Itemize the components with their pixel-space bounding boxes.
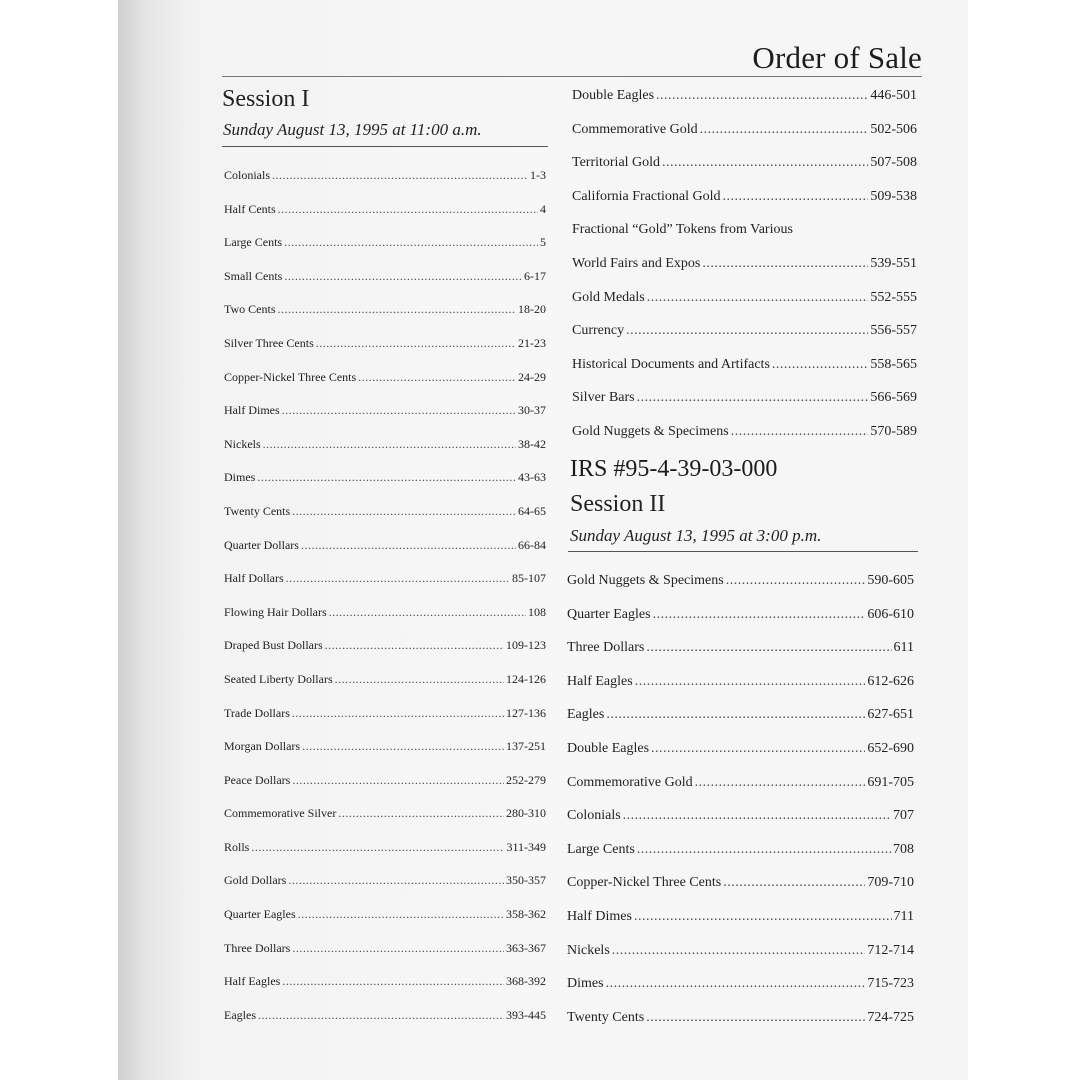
lot-category: Nickels bbox=[567, 942, 610, 958]
lot-row bbox=[572, 290, 917, 324]
lot-category: Colonials bbox=[224, 168, 271, 182]
dot-leader bbox=[302, 739, 504, 754]
dot-leader bbox=[626, 323, 868, 339]
lot-category: Half Cents bbox=[224, 201, 276, 216]
lot-category: Gold Nuggets & Specimens bbox=[567, 573, 724, 588]
lot-range: 566-569 bbox=[870, 390, 917, 406]
lot-range: 552-555 bbox=[870, 289, 917, 305]
lot-row bbox=[224, 403, 546, 437]
lot-row bbox=[224, 470, 546, 504]
dot-leader bbox=[288, 873, 504, 888]
lot-row bbox=[224, 907, 546, 941]
dot-leader bbox=[726, 573, 866, 589]
dot-leader bbox=[695, 775, 866, 791]
dot-leader bbox=[723, 875, 865, 891]
dot-leader bbox=[278, 302, 517, 317]
lot-category: Large Cents bbox=[224, 235, 283, 250]
lot-category: Copper-Nickel Three Cents bbox=[224, 369, 357, 384]
lot-range: 109-123 bbox=[506, 638, 546, 653]
lot-row bbox=[572, 122, 917, 156]
session-1-lot-list bbox=[224, 168, 546, 1041]
lot-row bbox=[224, 773, 546, 807]
dot-leader bbox=[292, 504, 516, 519]
lot-range: 137-251 bbox=[506, 739, 546, 754]
lot-category: Seated Liberty Dollars bbox=[224, 671, 333, 686]
lot-row bbox=[224, 1008, 546, 1042]
lot-range: 24-29 bbox=[518, 369, 546, 384]
lot-range: 446-501 bbox=[870, 88, 917, 103]
lot-row bbox=[567, 808, 914, 842]
lot-row bbox=[572, 222, 917, 256]
lot-range: 18-20 bbox=[518, 302, 546, 317]
lot-category: Eagles bbox=[567, 707, 605, 723]
page-title: Order of Sale bbox=[752, 40, 922, 75]
dot-leader bbox=[316, 336, 516, 351]
dot-leader bbox=[612, 943, 866, 959]
lot-row bbox=[567, 775, 914, 809]
session-2-title: Session II bbox=[570, 491, 666, 517]
lot-range: 66-84 bbox=[518, 537, 546, 552]
dot-leader bbox=[272, 168, 528, 183]
lot-row bbox=[224, 806, 546, 840]
dot-leader bbox=[257, 470, 516, 485]
lot-range: 509-538 bbox=[870, 188, 917, 204]
session-2-date: Sunday August 13, 1995 at 3:00 p.m. bbox=[570, 526, 822, 545]
lot-row bbox=[224, 672, 546, 706]
lot-row bbox=[224, 538, 546, 572]
lot-row bbox=[224, 235, 546, 269]
dot-leader bbox=[647, 290, 869, 306]
dot-leader bbox=[301, 538, 516, 553]
lot-range: 606-610 bbox=[867, 606, 914, 622]
lot-range: 5 bbox=[540, 235, 546, 250]
lot-range: 363-367 bbox=[506, 940, 546, 955]
lot-row bbox=[224, 302, 546, 336]
lot-category: Silver Bars bbox=[572, 390, 635, 406]
lot-row bbox=[224, 269, 546, 303]
dot-leader bbox=[653, 607, 866, 623]
lot-range: 368-392 bbox=[506, 974, 546, 989]
lot-category: Quarter Eagles bbox=[224, 907, 296, 922]
session-1-lot-list-continued bbox=[572, 88, 917, 458]
dot-leader bbox=[646, 1010, 865, 1026]
lot-row bbox=[224, 941, 546, 975]
lot-range: 43-63 bbox=[518, 470, 546, 485]
lot-row bbox=[572, 155, 917, 189]
session-1-date: Sunday August 13, 1995 at 11:00 a.m. bbox=[223, 120, 482, 139]
lot-category: Morgan Dollars bbox=[224, 739, 301, 754]
dot-leader bbox=[282, 403, 516, 418]
dot-leader bbox=[700, 122, 869, 138]
session-2-lot-list bbox=[567, 573, 914, 1043]
lot-row bbox=[224, 370, 546, 404]
lot-range: 311-349 bbox=[506, 839, 546, 854]
dot-leader bbox=[358, 370, 516, 385]
lot-row bbox=[567, 909, 914, 943]
lot-range: 21-23 bbox=[518, 335, 546, 350]
dot-leader bbox=[656, 88, 868, 104]
dot-leader bbox=[263, 437, 516, 452]
lot-row bbox=[224, 840, 546, 874]
dot-leader bbox=[298, 907, 504, 922]
dot-leader bbox=[623, 808, 891, 824]
lot-range: 64-65 bbox=[518, 503, 546, 518]
lot-range: 724-725 bbox=[867, 1009, 914, 1025]
lot-range: 502-506 bbox=[870, 121, 917, 137]
lot-range: 30-37 bbox=[518, 403, 546, 418]
dot-leader bbox=[284, 269, 522, 284]
lot-row bbox=[572, 88, 917, 122]
dot-leader bbox=[278, 202, 538, 217]
lot-category: Half Dimes bbox=[567, 908, 632, 924]
lot-category: Commemorative Gold bbox=[567, 774, 693, 790]
dot-leader bbox=[335, 672, 504, 687]
lot-row bbox=[224, 168, 546, 202]
dot-leader bbox=[635, 674, 866, 690]
lot-row bbox=[572, 256, 917, 290]
lot-category: Commemorative Gold bbox=[572, 121, 698, 137]
lot-category: Gold Medals bbox=[572, 289, 645, 305]
lot-category: Draped Bust Dollars bbox=[224, 638, 323, 653]
lot-category: Territorial Gold bbox=[572, 155, 661, 171]
lot-range: 280-310 bbox=[506, 806, 546, 821]
lot-row bbox=[567, 607, 914, 641]
lot-category: Commemorative Silver bbox=[224, 806, 337, 821]
dot-leader bbox=[646, 640, 891, 656]
dot-leader bbox=[662, 155, 868, 171]
lot-range: 1-3 bbox=[530, 168, 546, 182]
dot-leader bbox=[637, 390, 869, 406]
lot-range: 358-362 bbox=[506, 907, 546, 922]
lot-row bbox=[224, 974, 546, 1008]
lot-category: Rolls bbox=[224, 839, 250, 854]
lot-range: 124-126 bbox=[506, 671, 546, 686]
lot-category: Two Cents bbox=[224, 302, 276, 317]
lot-category: California Fractional Gold bbox=[572, 188, 721, 204]
lot-range: 38-42 bbox=[518, 436, 546, 451]
lot-range: 252-279 bbox=[506, 772, 546, 787]
lot-row bbox=[567, 573, 914, 607]
dot-leader bbox=[325, 638, 504, 653]
lot-range: 4 bbox=[540, 201, 546, 216]
lot-row bbox=[567, 976, 914, 1010]
lot-range: 558-565 bbox=[870, 356, 917, 372]
lot-range: 709-710 bbox=[867, 875, 914, 891]
dot-leader bbox=[731, 424, 869, 440]
lot-row bbox=[224, 706, 546, 740]
lot-category: Colonials bbox=[567, 808, 621, 824]
dot-leader bbox=[634, 909, 892, 925]
lot-range: 711 bbox=[893, 908, 914, 924]
lot-category: Flowing Hair Dollars bbox=[224, 604, 327, 619]
dot-leader bbox=[651, 741, 865, 757]
scan-margin-right bbox=[968, 0, 1080, 1080]
lot-row bbox=[567, 674, 914, 708]
lot-category: Three Dollars bbox=[567, 640, 645, 656]
dot-leader bbox=[772, 357, 868, 373]
lot-row bbox=[224, 571, 546, 605]
lot-range: 507-508 bbox=[870, 155, 917, 171]
lot-range: 708 bbox=[893, 841, 914, 857]
lot-row bbox=[224, 739, 546, 773]
dot-leader bbox=[284, 235, 538, 250]
lot-category: Three Dollars bbox=[224, 940, 291, 955]
lot-category: Large Cents bbox=[567, 841, 635, 857]
lot-row bbox=[224, 873, 546, 907]
lot-range: 715-723 bbox=[867, 976, 914, 992]
dot-leader bbox=[292, 706, 504, 721]
lot-row bbox=[572, 323, 917, 357]
dot-leader bbox=[702, 256, 868, 272]
lot-range: 108 bbox=[528, 604, 546, 619]
lot-row bbox=[224, 638, 546, 672]
lot-range: 707 bbox=[893, 808, 914, 824]
lot-category: Gold Nuggets & Specimens bbox=[572, 423, 729, 439]
title-divider bbox=[222, 76, 922, 77]
lot-row bbox=[567, 640, 914, 674]
lot-range: 556-557 bbox=[870, 323, 917, 339]
lot-row bbox=[567, 741, 914, 775]
lot-row bbox=[224, 605, 546, 639]
lot-range: 6-17 bbox=[524, 268, 546, 283]
dot-leader bbox=[282, 974, 504, 989]
lot-range: 85-107 bbox=[512, 571, 546, 586]
lot-category: Quarter Eagles bbox=[567, 606, 651, 622]
dot-leader bbox=[606, 976, 866, 992]
dot-leader bbox=[723, 189, 869, 205]
lot-range: 712-714 bbox=[867, 942, 914, 958]
lot-row bbox=[224, 202, 546, 236]
lot-row bbox=[224, 437, 546, 471]
lot-row bbox=[572, 189, 917, 223]
dot-leader bbox=[329, 605, 526, 620]
lot-range: 691-705 bbox=[867, 774, 914, 790]
dot-leader bbox=[251, 840, 504, 855]
lot-category: Small Cents bbox=[224, 268, 283, 283]
lot-range: 611 bbox=[893, 640, 914, 656]
dot-leader bbox=[637, 842, 891, 858]
lot-row bbox=[567, 943, 914, 977]
dot-leader bbox=[286, 571, 510, 586]
lot-category: Half Eagles bbox=[567, 673, 633, 689]
lot-category: Dimes bbox=[567, 976, 604, 992]
lot-row bbox=[567, 875, 914, 909]
lot-row bbox=[224, 336, 546, 370]
lot-category: Double Eagles bbox=[572, 88, 655, 103]
lot-category: World Fairs and Expos bbox=[572, 255, 701, 271]
lot-row bbox=[572, 390, 917, 424]
lot-row bbox=[567, 842, 914, 876]
lot-category: Half Eagles bbox=[224, 974, 281, 989]
lot-category: Nickels bbox=[224, 436, 261, 451]
lot-category: Trade Dollars bbox=[224, 705, 290, 720]
lot-category: Dimes bbox=[224, 470, 256, 485]
lot-category: Gold Dollars bbox=[224, 873, 287, 888]
lot-category: Twenty Cents bbox=[224, 503, 291, 518]
session-2-divider bbox=[568, 551, 918, 552]
lot-range: 539-551 bbox=[870, 255, 917, 271]
lot-range: 612-626 bbox=[867, 673, 914, 689]
lot-category: Twenty Cents bbox=[567, 1009, 645, 1025]
irs-number: IRS #95-4-39-03-000 bbox=[570, 456, 778, 482]
lot-category: Quarter Dollars bbox=[224, 537, 299, 552]
lot-category: Half Dimes bbox=[224, 403, 280, 418]
session-1-divider bbox=[222, 146, 548, 147]
lot-row bbox=[224, 504, 546, 538]
lot-category: Eagles bbox=[224, 1007, 256, 1022]
lot-row bbox=[567, 1010, 914, 1044]
lot-category: Silver Three Cents bbox=[224, 335, 314, 350]
lot-row bbox=[572, 424, 917, 458]
dot-leader bbox=[338, 806, 504, 821]
lot-range: 590-605 bbox=[867, 573, 914, 588]
lot-range: 393-445 bbox=[506, 1007, 546, 1022]
lot-category: Peace Dollars bbox=[224, 772, 291, 787]
lot-category: Fractional “Gold” Tokens from Various bbox=[572, 222, 793, 238]
lot-category: Copper-Nickel Three Cents bbox=[567, 875, 722, 891]
lot-range: 570-589 bbox=[870, 423, 917, 439]
lot-row bbox=[572, 357, 917, 391]
lot-range: 127-136 bbox=[506, 705, 546, 720]
lot-range: 652-690 bbox=[867, 740, 914, 756]
scan-margin-left bbox=[0, 0, 118, 1080]
lot-category: Historical Documents and Artifacts bbox=[572, 356, 770, 372]
lot-range: 350-357 bbox=[506, 873, 546, 888]
lot-category: Double Eagles bbox=[567, 740, 650, 756]
dot-leader bbox=[258, 1008, 504, 1023]
lot-range: 627-651 bbox=[867, 707, 914, 723]
lot-row bbox=[567, 707, 914, 741]
lot-category: Half Dollars bbox=[224, 571, 284, 586]
lot-category: Currency bbox=[572, 323, 625, 339]
session-1-title: Session I bbox=[222, 86, 310, 112]
dot-leader bbox=[292, 941, 504, 956]
dot-leader bbox=[292, 773, 504, 788]
dot-leader bbox=[606, 707, 865, 723]
